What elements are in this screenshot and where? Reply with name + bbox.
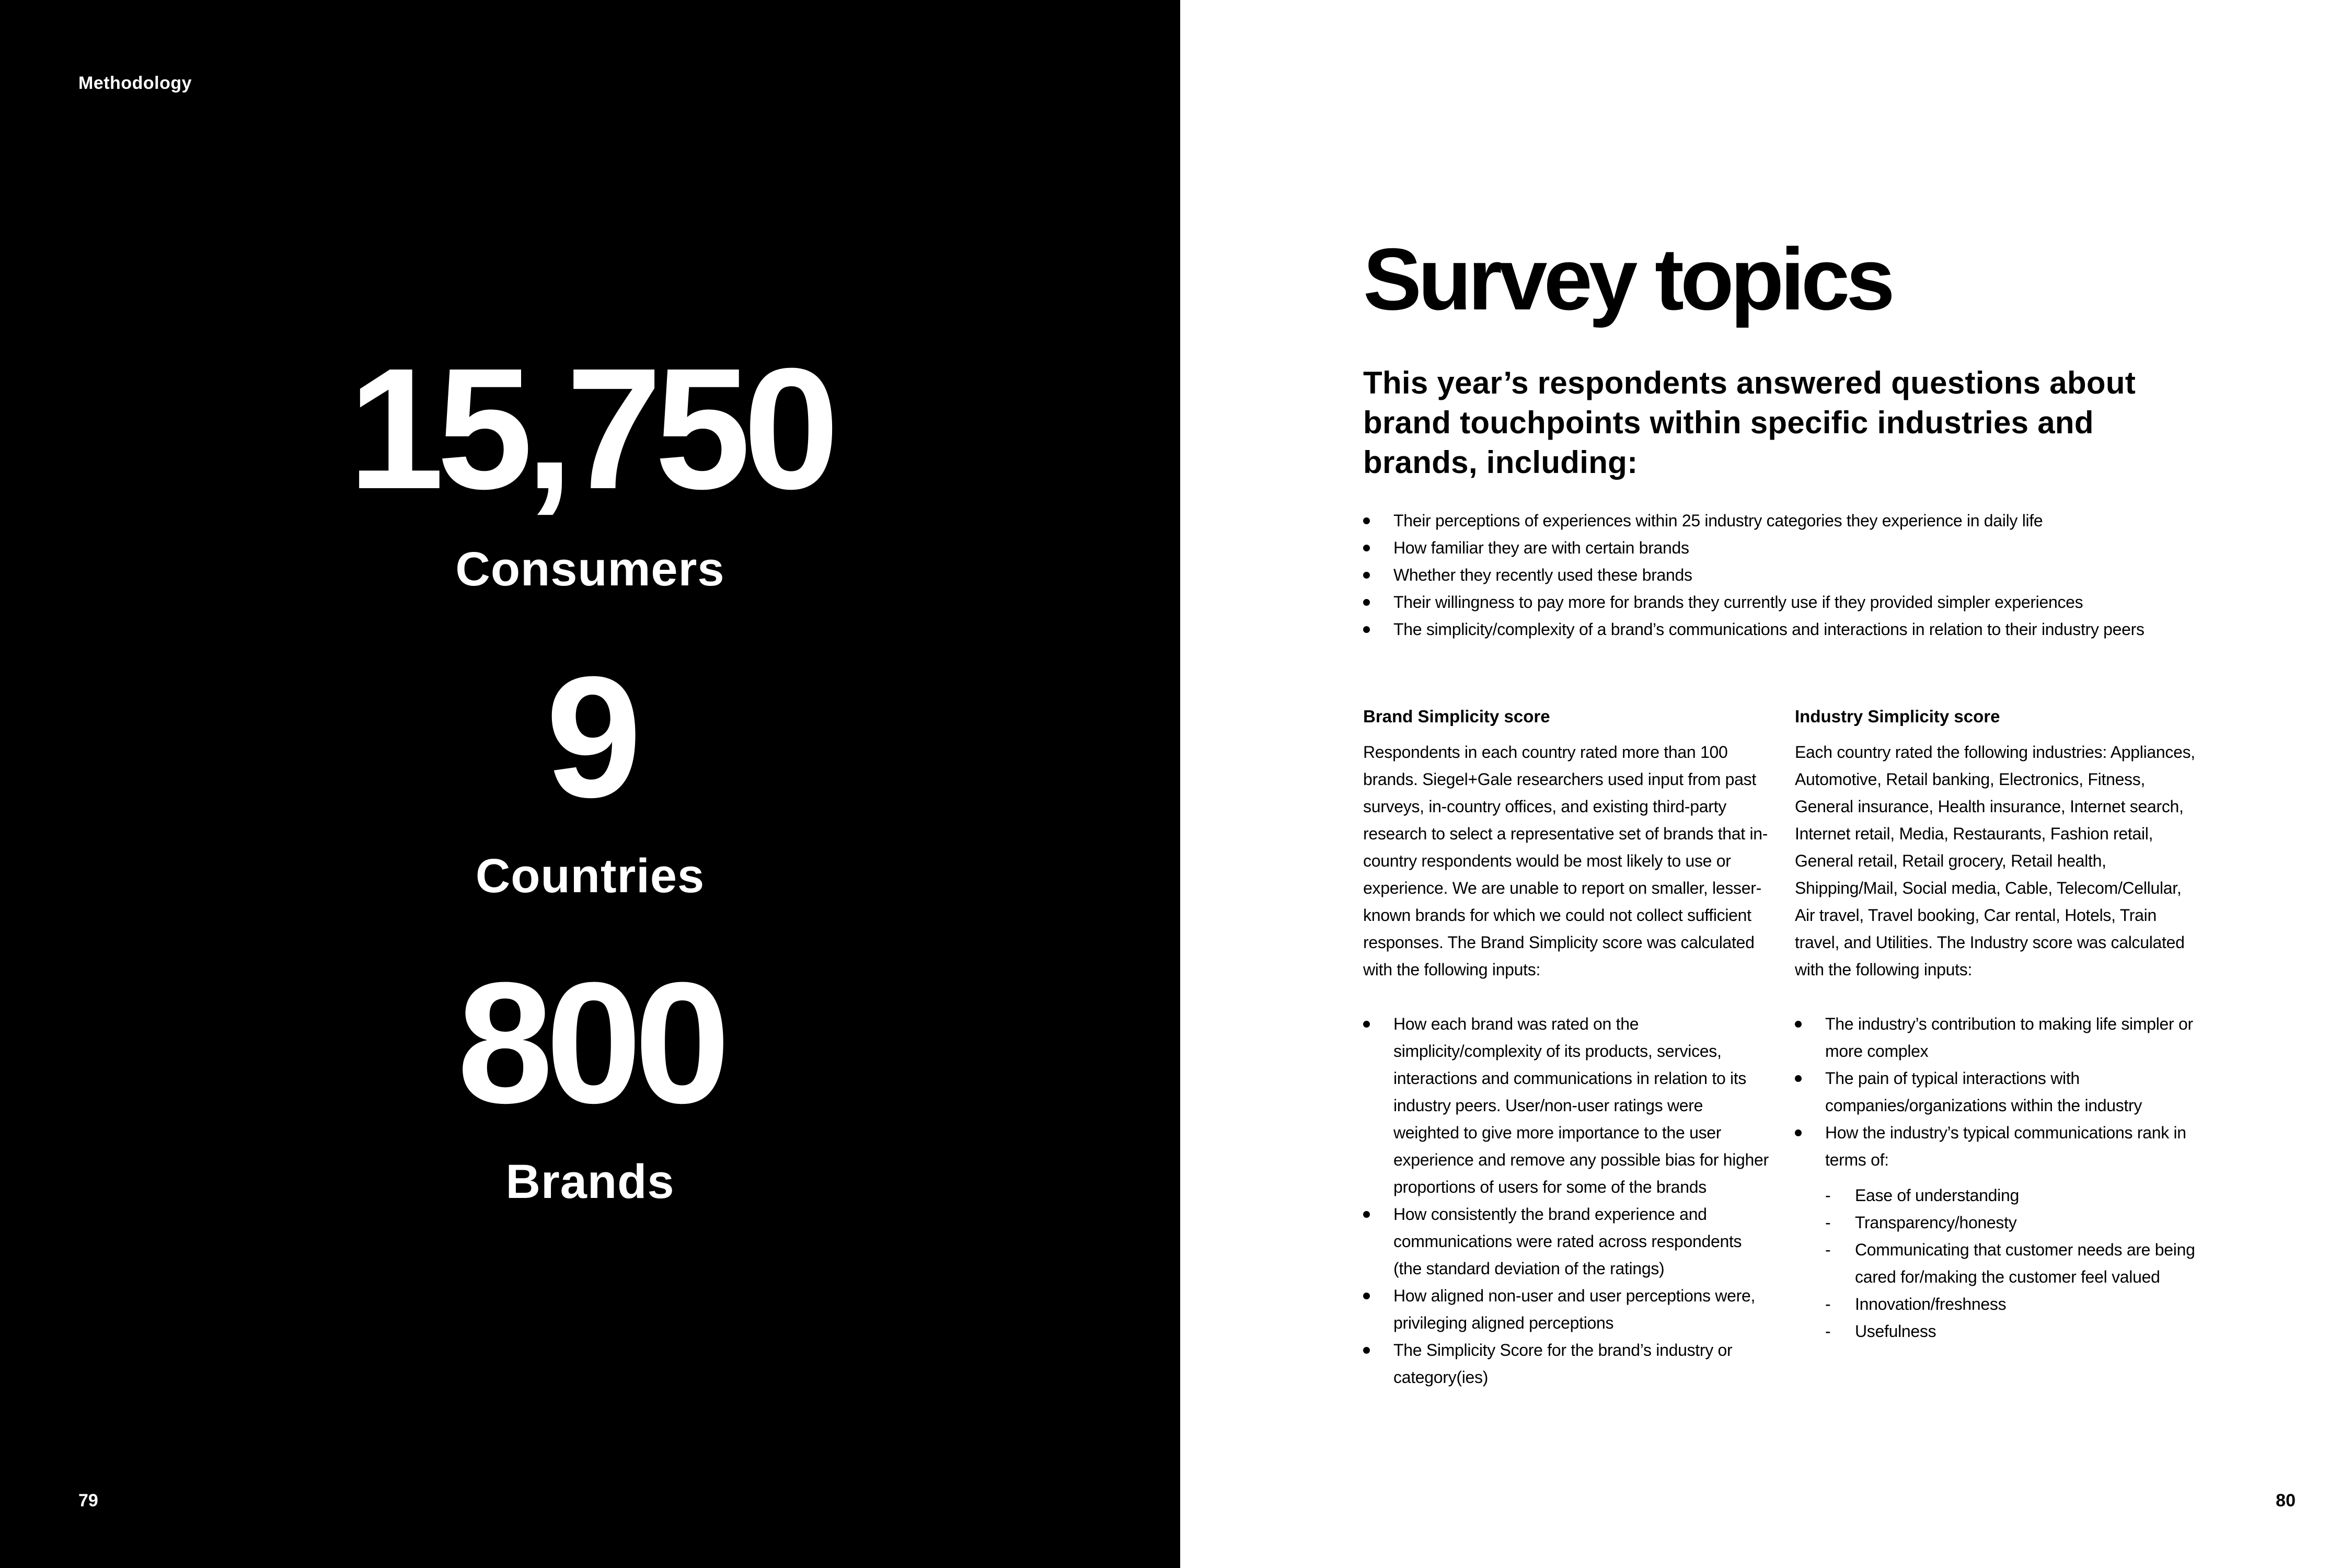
industry-score-column bbox=[1795, 703, 2203, 1345]
list-item: Their perceptions of experiences within 25 industry categories they experience in daily life bbox=[1363, 507, 2325, 534]
list-item: The Simplicity Score for the brand’s industry or category(ies) bbox=[1363, 1336, 1771, 1391]
right-page bbox=[1180, 0, 2352, 1568]
stat-consumers-label: Consumers bbox=[455, 543, 725, 596]
stat-consumers-value: 15,750 bbox=[348, 332, 832, 525]
stat-countries-value: 9 bbox=[546, 640, 635, 833]
topics-list bbox=[1363, 507, 2325, 643]
list-item: - Innovation/freshness bbox=[1825, 1290, 2203, 1318]
list-item: How each brand was rated on the simplicity/complexity of its products, services, interactions and communications in relation to its industry peers. User/non-user ratings were weighted to give more importance to the user experience and remove any possible bias for higher proportions of users for some of the brands bbox=[1363, 1010, 1771, 1201]
stat-brands-value: 800 bbox=[457, 946, 723, 1139]
list-item: The simplicity/complexity of a brand’s communications and interactions in relation to their industry peers bbox=[1363, 616, 2325, 643]
list-item: How familiar they are with certain brands bbox=[1363, 534, 2325, 561]
list-item: The pain of typical interactions with companies/organizations within the industry bbox=[1795, 1065, 2203, 1119]
stat-brands-label: Brands bbox=[505, 1155, 675, 1208]
list-item: - Ease of understanding bbox=[1825, 1182, 2203, 1209]
industry-score-inputs bbox=[1795, 1010, 2203, 1173]
page-number-left: 79 bbox=[78, 1491, 98, 1511]
industry-score-sub-inputs bbox=[1825, 1182, 2203, 1345]
list-item: How consistently the brand experience and communications were rated across respondents (the standard deviation of the ratings) bbox=[1363, 1201, 1771, 1282]
list-item: How the industry’s typical communications rank in terms of: bbox=[1795, 1119, 2203, 1173]
list-item: How aligned non-user and user perceptions were, privileging aligned perceptions bbox=[1363, 1282, 1771, 1336]
brand-score-column bbox=[1363, 703, 1771, 1391]
industry-score-body: Each country rated the following industries: Appliances, Automotive, Retail banking, Electronics, Fitness, General insurance, Health insurance, Internet search, Internet retail, Media, Restaurants, Fashion retail, General retail, Retail grocery, Retail health, Shipping/Mail, Social media, Cable, Telecom/Cellular, Air travel, Travel booking, Car rental, Hotels, Train travel, and Utilities. The Industry score was calculated with the following inputs: bbox=[1795, 743, 2195, 979]
brand-score-inputs bbox=[1363, 1010, 1771, 1391]
brand-score-heading: Brand Simplicity score bbox=[1363, 707, 1550, 726]
stat-countries-label: Countries bbox=[475, 849, 705, 903]
list-item: Their willingness to pay more for brands they currently use if they provided simpler experiences bbox=[1363, 589, 2325, 616]
page-subtitle: This year’s respondents answered questions about brand touchpoints within specific industries and brands, including: bbox=[1363, 365, 2136, 480]
page-number-right: 80 bbox=[2276, 1491, 2296, 1511]
list-item: - Transparency/honesty bbox=[1825, 1209, 2203, 1236]
list-item: The industry’s contribution to making life simpler or more complex bbox=[1795, 1010, 2203, 1065]
list-item: Whether they recently used these brands bbox=[1363, 561, 2325, 589]
industry-score-heading: Industry Simplicity score bbox=[1795, 707, 2000, 726]
section-label: Methodology bbox=[78, 73, 192, 93]
page-title: Survey topics bbox=[1363, 230, 1892, 328]
list-item: - Communicating that customer needs are being cared for/making the customer feel valued bbox=[1825, 1236, 2203, 1290]
list-item: - Usefulness bbox=[1825, 1318, 2203, 1345]
brand-score-body: Respondents in each country rated more than 100 brands. Siegel+Gale researchers used input from past surveys, in-country offices, and existing third-party research to select a representative set of brands that in-country respondents would be most likely to use or experience. We are unable to report on smaller, lesser-known brands for which we could not collect sufficient responses. The Brand Simplicity score was calculated with the following inputs: bbox=[1363, 743, 1768, 979]
